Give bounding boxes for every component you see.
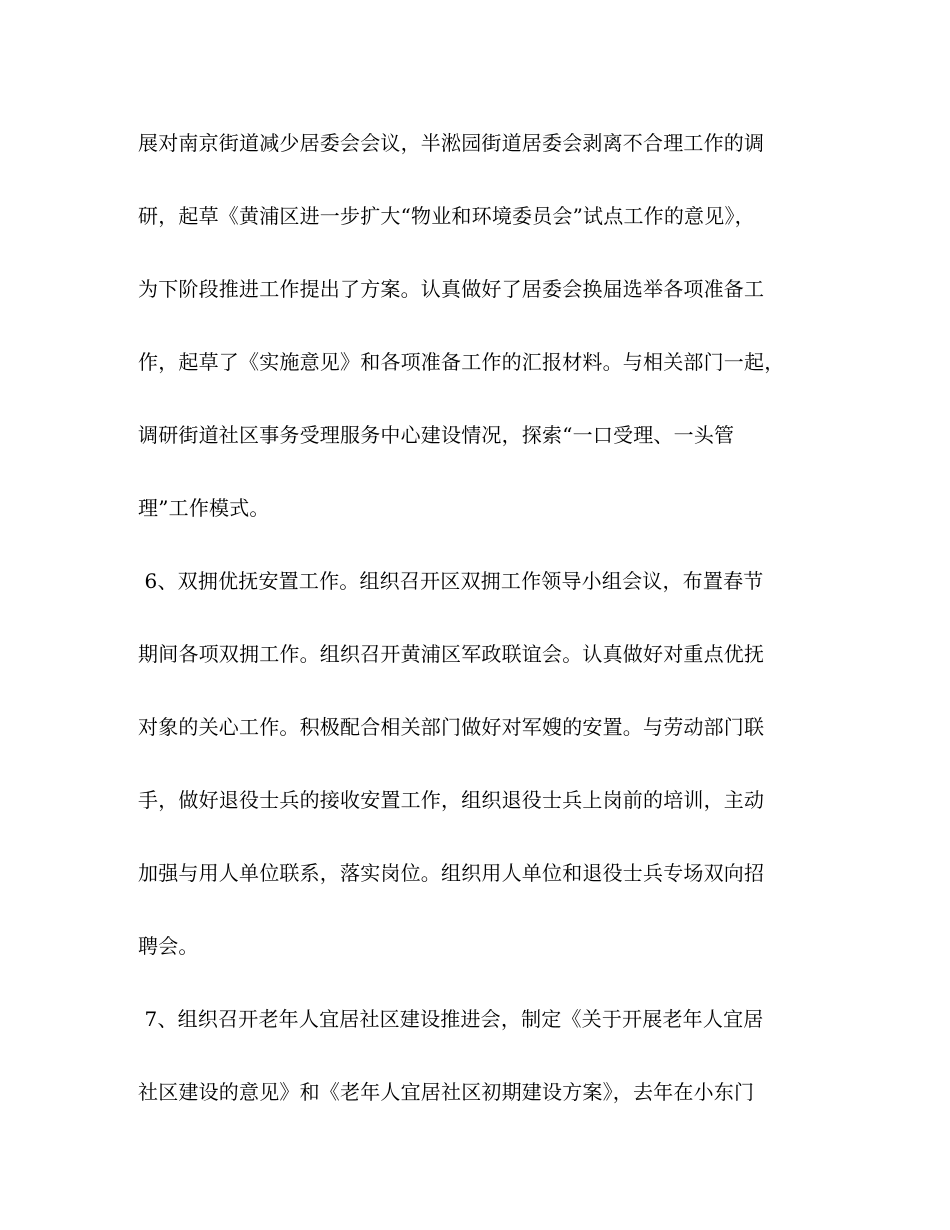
text-line: 手，做好退役士兵的接收安置工作，组织退役士兵上岗前的培训，主动 <box>138 788 765 812</box>
text-line: 研，起草《黄浦区进一步扩大“物业和环境委员会”试点工作的意见》， <box>138 204 755 228</box>
text-line: 理”工作模式。 <box>138 496 270 520</box>
text-line: 加强与用人单位联系，落实岗位。组织用人单位和退役士兵专场双向招 <box>138 861 765 885</box>
text-line: 作，起草了《实施意见》和各项准备工作的汇报材料。与相关部门一起， <box>138 350 785 374</box>
text-line: 调研街道社区事务受理服务中心建设情况，探索“一口受理、一头管 <box>138 423 735 447</box>
text-line: 展对南京街道减少居委会会议，半淞园街道居委会剥离不合理工作的调 <box>138 131 765 155</box>
text-line: 社区建设的意见》和《老年人宜居社区初期建设方案》，去年在小东门 <box>138 1080 755 1104</box>
text-line: 聘会。 <box>138 934 199 958</box>
text-line: 为下阶段推进工作提出了方案。认真做好了居委会换届选举各项准备工 <box>138 277 765 301</box>
text-line: 6、双拥优抚安置工作。组织召开区双拥工作领导小组会议，布置春节 <box>138 569 764 593</box>
text-line: 对象的关心工作。积极配合相关部门做好对军嫂的安置。与劳动部门联 <box>138 715 765 739</box>
text-line: 期间各项双拥工作。组织召开黄浦区军政联谊会。认真做好对重点优抚 <box>138 642 765 666</box>
text-line: 7、组织召开老年人宜居社区建设推进会，制定《关于开展老年人宜居 <box>138 1007 764 1031</box>
